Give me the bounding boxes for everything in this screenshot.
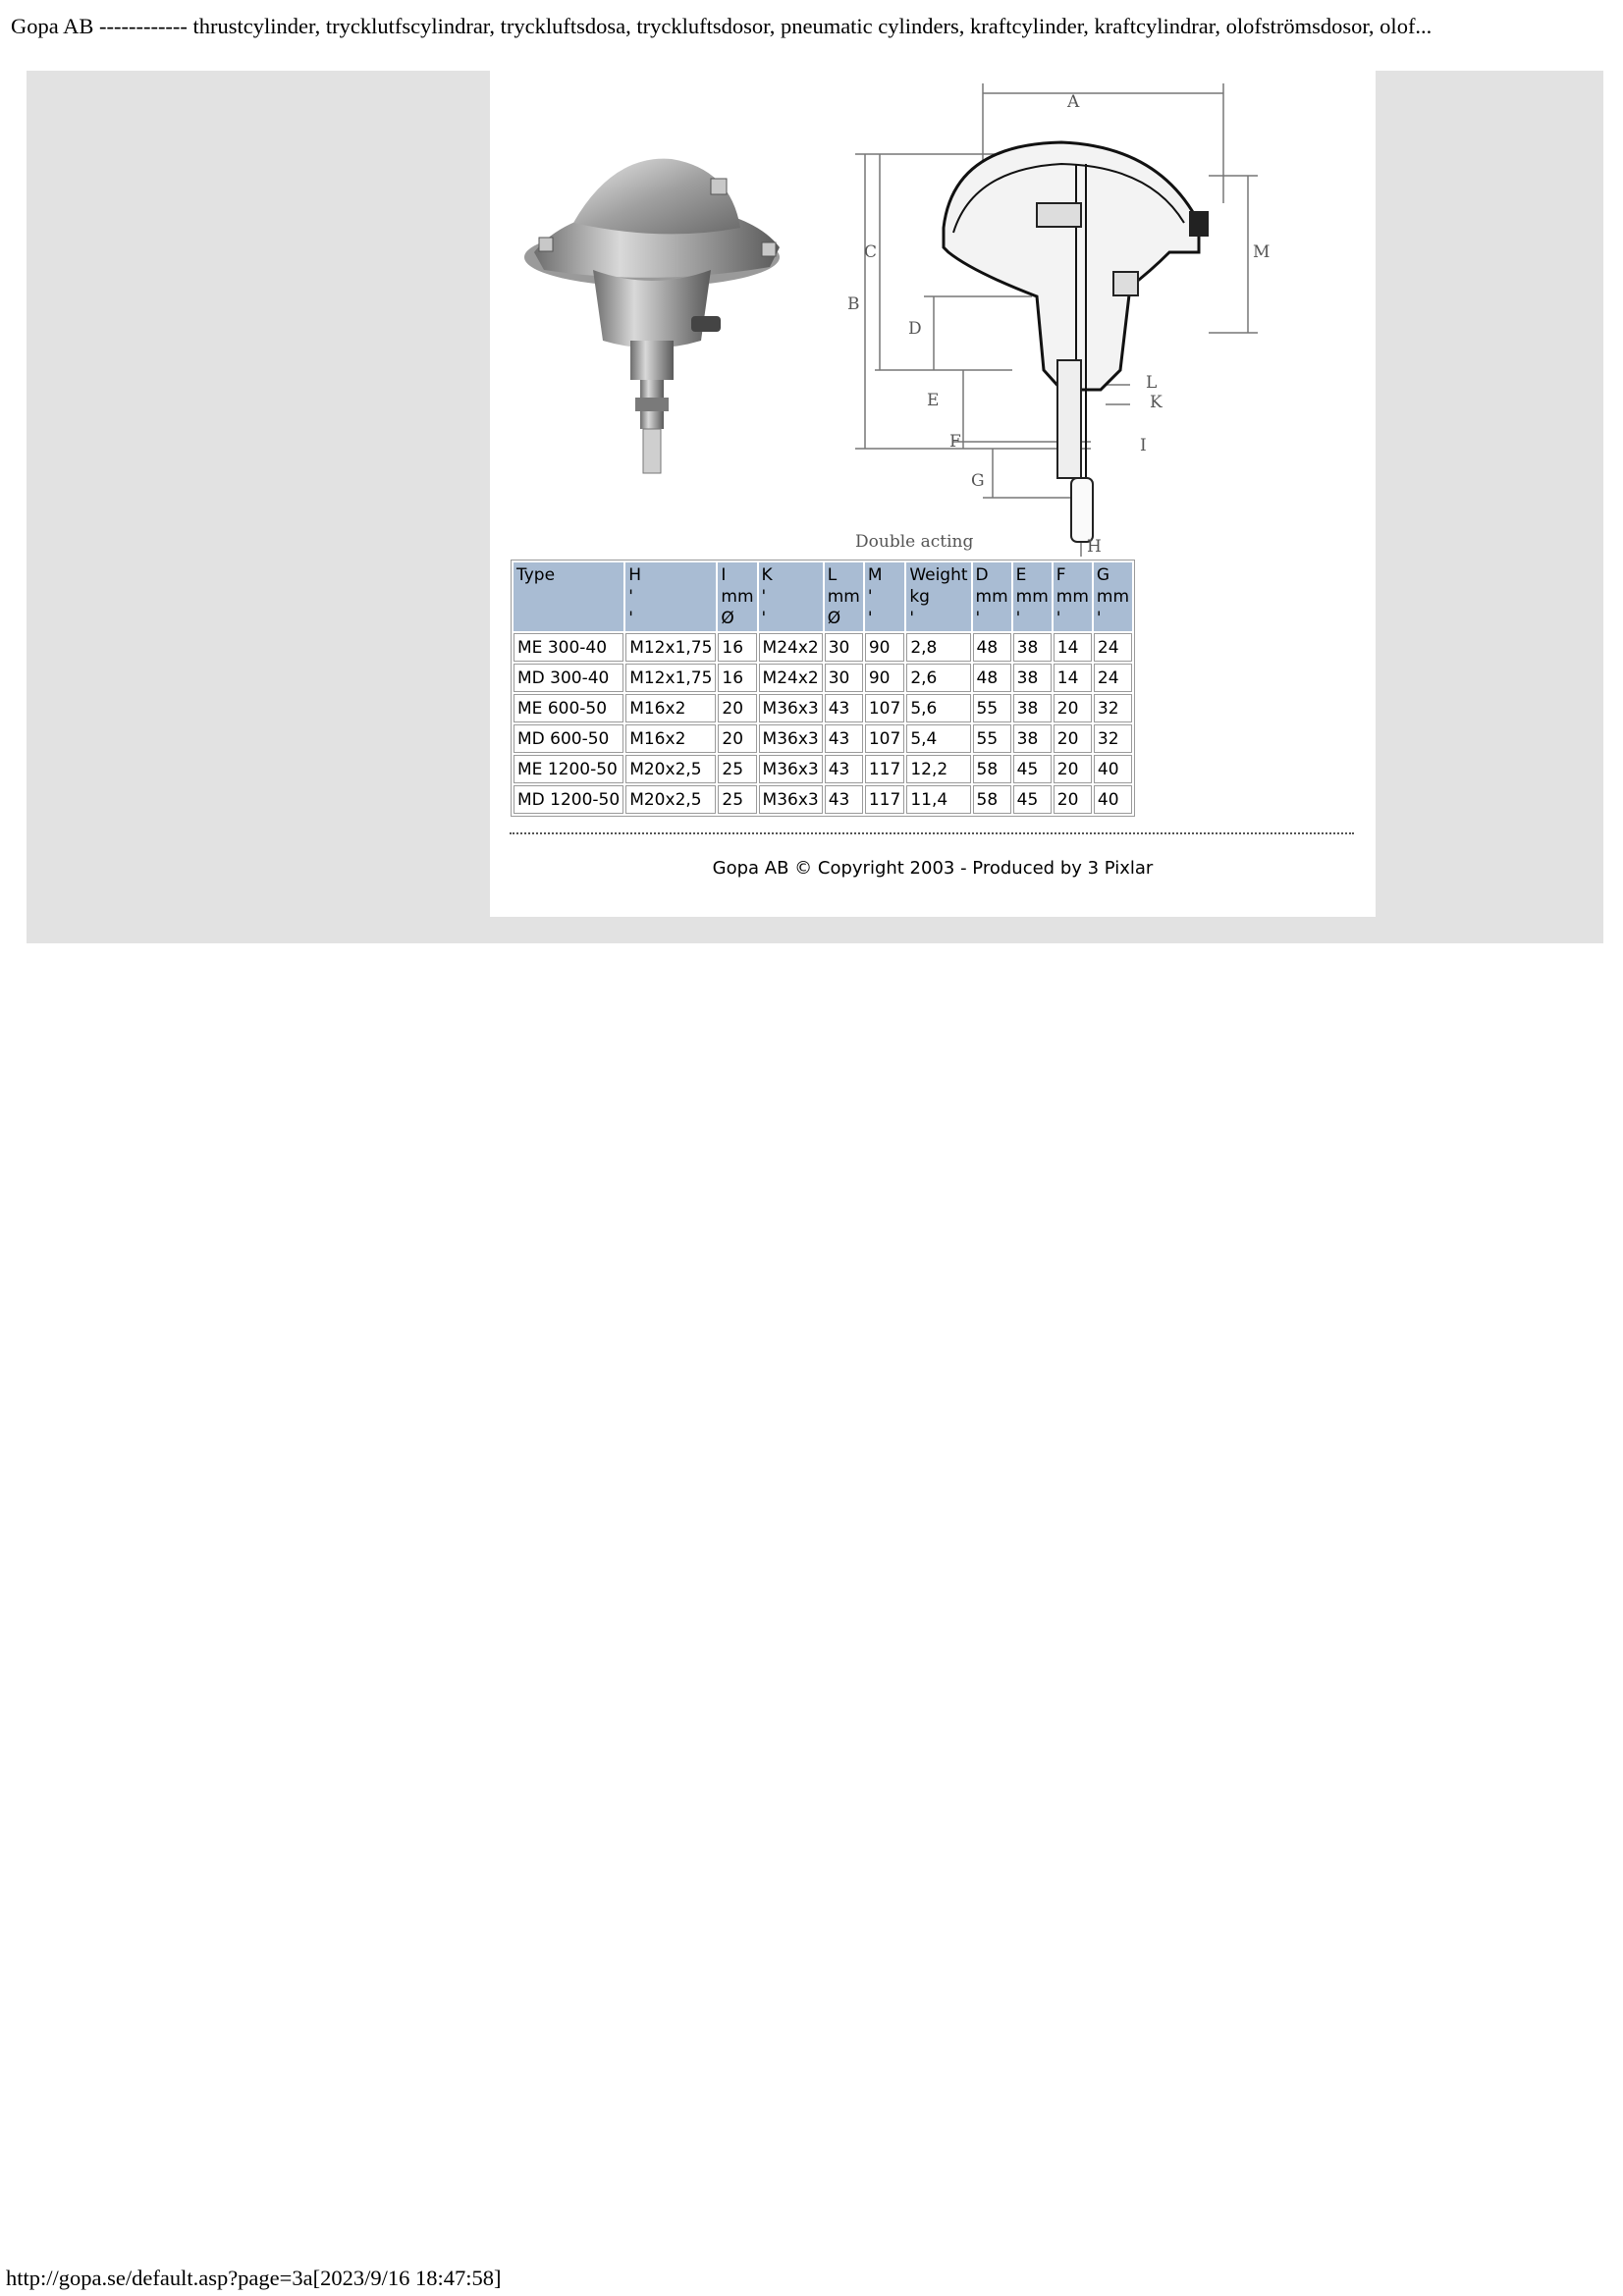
table-row [514, 785, 1132, 814]
table-cell: 90 [865, 633, 904, 662]
table-cell: 43 [825, 724, 863, 753]
dimension-label-g: G [971, 471, 985, 491]
table-cell: 20 [1054, 724, 1092, 753]
table-cell: 117 [865, 755, 904, 783]
dimension-label-a: A [1067, 92, 1080, 112]
table-cell: M36x3 [759, 785, 823, 814]
specifications-table [511, 560, 1135, 817]
table-cell: M20x2,5 [625, 785, 716, 814]
table-cell: 20 [718, 724, 756, 753]
table-cell: 24 [1094, 664, 1132, 692]
table-cell: 2,8 [906, 633, 970, 662]
table-cell: 55 [973, 694, 1011, 722]
table-cell: 5,4 [906, 724, 970, 753]
table-cell: 45 [1013, 785, 1052, 814]
col-header-l: L mm Ø [825, 562, 863, 631]
table-cell: M36x3 [759, 755, 823, 783]
table-cell: 32 [1094, 724, 1132, 753]
table-cell: ME 600-50 [514, 694, 623, 722]
dotted-divider [510, 832, 1354, 834]
table-cell: 20 [1054, 755, 1092, 783]
col-header-f: F mm ' [1054, 562, 1092, 631]
table-cell: 45 [1013, 755, 1052, 783]
table-cell: 38 [1013, 633, 1052, 662]
table-cell: 38 [1013, 694, 1052, 722]
dimension-label-d: D [908, 319, 922, 339]
table-cell: MD 300-40 [514, 664, 623, 692]
table-cell: 12,2 [906, 755, 970, 783]
table-cell: 16 [718, 664, 756, 692]
table-cell: 40 [1094, 785, 1132, 814]
table-cell: 43 [825, 755, 863, 783]
col-header-e: E mm ' [1013, 562, 1052, 631]
table-cell: 43 [825, 694, 863, 722]
table-cell: 14 [1054, 664, 1092, 692]
dimension-label-i: I [1140, 436, 1147, 455]
table-cell: ME 1200-50 [514, 755, 623, 783]
table-cell: M24x2 [759, 633, 823, 662]
table-row [514, 633, 1132, 662]
copyright-notice: Gopa AB © Copyright 2003 - Produced by 3 Pixlar [712, 858, 1154, 879]
table-cell: 58 [973, 755, 1011, 783]
table-cell: 2,6 [906, 664, 970, 692]
col-header-d: D mm ' [973, 562, 1011, 631]
table-row [514, 694, 1132, 722]
print-footer-url: http://gopa.se/default.asp?page=3a[2023/9/16 18:47:58] [6, 2266, 502, 2290]
table-row [514, 724, 1132, 753]
product-photo [505, 144, 829, 557]
dimension-label-m: M [1253, 242, 1271, 262]
table-cell: 30 [825, 664, 863, 692]
table-cell: M24x2 [759, 664, 823, 692]
table-cell: M16x2 [625, 694, 716, 722]
table-cell: 107 [865, 724, 904, 753]
table-row [514, 664, 1132, 692]
table-cell: 16 [718, 633, 756, 662]
table-cell: 43 [825, 785, 863, 814]
table-cell: 90 [865, 664, 904, 692]
table-cell: MD 1200-50 [514, 785, 623, 814]
table-header-row [514, 562, 1132, 631]
table-cell: 20 [1054, 694, 1092, 722]
technical-drawing [836, 76, 1380, 620]
table-cell: 58 [973, 785, 1011, 814]
table-cell: MD 600-50 [514, 724, 623, 753]
table-cell: 30 [825, 633, 863, 662]
col-header-type: Type [514, 562, 623, 631]
table-cell: M12x1,75 [625, 664, 716, 692]
table-cell: 38 [1013, 724, 1052, 753]
dimension-label-f: F [949, 432, 961, 452]
table-cell: 107 [865, 694, 904, 722]
table-cell: 20 [1054, 785, 1092, 814]
table-cell: M12x1,75 [625, 633, 716, 662]
table-cell: 25 [718, 755, 756, 783]
table-cell: 117 [865, 785, 904, 814]
dimension-label-c: C [864, 242, 878, 262]
table-cell: 55 [973, 724, 1011, 753]
table-cell: 14 [1054, 633, 1092, 662]
table-cell: M20x2,5 [625, 755, 716, 783]
table-cell: 24 [1094, 633, 1132, 662]
dimension-label-h: H [1087, 537, 1102, 557]
col-header-weight: Weight kg ' [906, 562, 970, 631]
dimension-label-l: L [1146, 373, 1158, 393]
drawing-caption: Double acting [855, 532, 974, 552]
dimension-label-k: K [1150, 393, 1163, 412]
table-cell: 38 [1013, 664, 1052, 692]
print-header: Gopa AB ------------ thrustcylinder, trycklutfscylindrar, tryckluftsdosa, tryckluftsdosor, pneumatic cylinders, kraftcylinder, kraftcylindrar, olofströmsdosor, olof... [11, 14, 1433, 38]
table-cell: 40 [1094, 755, 1132, 783]
table-cell: 11,4 [906, 785, 970, 814]
dimension-label-e: E [927, 391, 940, 410]
col-header-m: M ' ' [865, 562, 904, 631]
col-header-h: H ' ' [625, 562, 716, 631]
table-cell: M36x3 [759, 694, 823, 722]
table-cell: 32 [1094, 694, 1132, 722]
col-header-i: I mm Ø [718, 562, 756, 631]
table-cell: 5,6 [906, 694, 970, 722]
table-row [514, 755, 1132, 783]
table-cell: 25 [718, 785, 756, 814]
table-cell: ME 300-40 [514, 633, 623, 662]
table-cell: 48 [973, 664, 1011, 692]
col-header-k: K ' ' [759, 562, 823, 631]
table-cell: M16x2 [625, 724, 716, 753]
table-cell: M36x3 [759, 724, 823, 753]
main-content [490, 71, 1376, 917]
table-cell: 48 [973, 633, 1011, 662]
table-cell: 20 [718, 694, 756, 722]
dimension-label-b: B [847, 294, 860, 314]
col-header-g: G mm ' [1094, 562, 1132, 631]
